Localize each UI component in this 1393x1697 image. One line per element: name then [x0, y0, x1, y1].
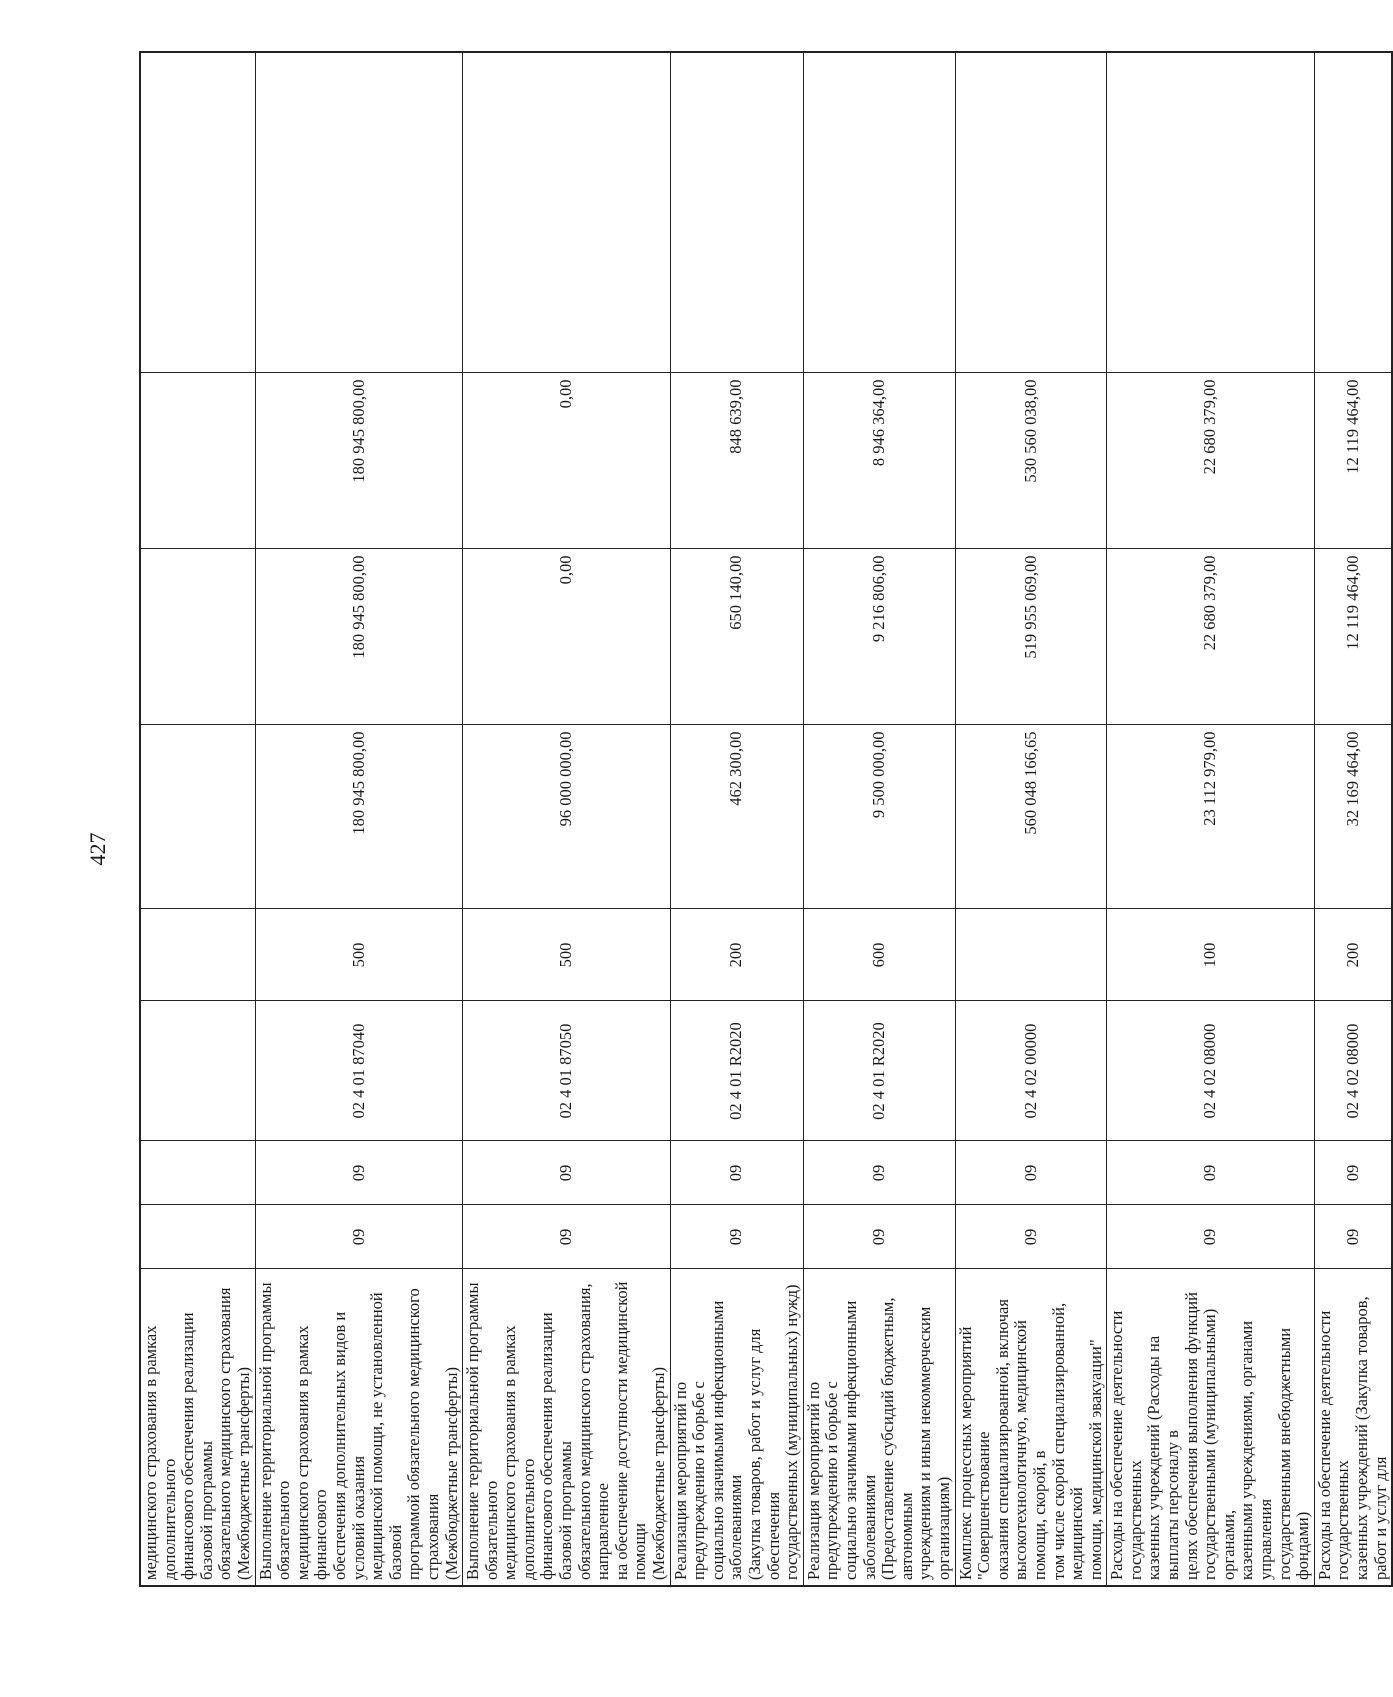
expense-name-cell [670, 1269, 803, 1586]
amount-year3-cell: 180 945 800,00 [255, 373, 463, 549]
expense-name-line: медицинского страхования в рамках финансового [292, 1325, 331, 1580]
table-row [140, 52, 255, 1586]
target-article-cell: 02 4 01 87050 [463, 1001, 671, 1141]
section-code-cell [140, 1141, 255, 1205]
amount-year1-cell: 462 300,00 [670, 725, 803, 909]
target-article-cell: 02 4 01 R2020 [670, 1001, 803, 1141]
target-article-cell: 02 4 02 08000 [1314, 1001, 1392, 1141]
expense-name-line: социально значимыми инфекционными заболеваниями [707, 1300, 746, 1580]
expense-name-line: Реализация мероприятий по предупреждению и борьбе с [670, 1381, 709, 1580]
expense-name-line: медицинской помощи, не установленной базовой [367, 1292, 405, 1580]
expense-name-cell [803, 1269, 955, 1586]
expense-name-cell [1107, 1269, 1315, 1586]
expense-name-line: целях обеспечения выполнения функций [1181, 1292, 1201, 1580]
expense-name-line: том числе скорой специализированной, медицинской [1048, 1302, 1087, 1580]
amount-year1-cell: 96 000 000,00 [463, 725, 671, 909]
expense-name-line: обязательного медицинского страхования [215, 1287, 235, 1580]
expense-type-cell: 500 [255, 909, 463, 1001]
expense-name-line: обеспечения дополнительных видов и условий оказания [329, 1311, 368, 1580]
target-article-cell: 02 4 02 08000 [1107, 1001, 1315, 1141]
expense-name-line: казенных учреждений (Расходы на выплаты персоналу в [1144, 1335, 1183, 1580]
expense-name-line: казенных учреждений (Закупка товаров, работ и услуг для [1352, 1296, 1390, 1580]
empty-cell [255, 52, 463, 373]
amount-year2-cell: 650 140,00 [670, 549, 803, 725]
section-code-cell: 09 [670, 1141, 803, 1205]
expense-name-line: государственными внебюджетными фондами) [1274, 1327, 1313, 1580]
expense-name-cell [463, 1269, 671, 1586]
amount-year3-cell: 848 639,00 [670, 373, 803, 549]
amount-year1-cell [140, 725, 255, 909]
table-body [140, 52, 1392, 1586]
expense-name-line: (Межбюджетные трансферты) [649, 1367, 669, 1580]
section-code-cell: 09 [803, 1141, 955, 1205]
expense-type-cell: 200 [1314, 909, 1392, 1001]
amount-year1-cell: 32 169 464,00 [1314, 725, 1392, 909]
empty-cell [1314, 52, 1392, 373]
target-article-cell: 02 4 01 87040 [255, 1001, 463, 1141]
expense-type-cell: 600 [803, 909, 955, 1001]
amount-year2-cell: 0,00 [463, 549, 671, 725]
amount-year2-cell: 22 680 379,00 [1107, 549, 1315, 725]
empty-cell [670, 52, 803, 373]
expense-name-line: медицинского страхования в рамках дополнительного [141, 1325, 179, 1580]
expense-type-cell [955, 909, 1107, 1001]
amount-year3-cell: 530 560 038,00 [955, 373, 1107, 549]
ministry-code-cell: 09 [463, 1205, 671, 1269]
expense-name-line: программой обязательного медицинского страхования [404, 1288, 442, 1580]
expense-name-cell [955, 1269, 1107, 1586]
expense-name-line: высокотехнологичную, медицинской помощи, скорой, в [1011, 1320, 1049, 1580]
amount-year2-cell: 180 945 800,00 [255, 549, 463, 725]
empty-cell [955, 52, 1107, 373]
expense-name-line: Реализация мероприятий по предупреждению и борьбе с [803, 1381, 842, 1580]
expense-type-cell [140, 909, 255, 1001]
expense-name-line: Комплекс процессных мероприятий "Совершенствование [955, 1326, 994, 1580]
expense-name-cell [140, 1269, 255, 1586]
section-code-cell: 09 [1107, 1141, 1315, 1205]
expense-name-line: на обеспечение доступности медицинской помощи [611, 1281, 650, 1580]
expense-name-line: финансового обеспечения реализации базовой программы [178, 1312, 216, 1580]
amount-year2-cell: 12 119 464,00 [1314, 549, 1392, 725]
section-code-cell: 09 [955, 1141, 1107, 1205]
expense-name-line: оказания специализированной, включая [992, 1299, 1012, 1580]
amount-year2-cell [140, 549, 255, 725]
empty-cell [803, 52, 955, 373]
table-row [803, 52, 955, 1586]
amount-year1-cell: 23 112 979,00 [1107, 725, 1315, 909]
amount-year3-cell [140, 373, 255, 549]
ministry-code-cell: 09 [955, 1205, 1107, 1269]
amount-year1-cell: 9 500 000,00 [803, 725, 955, 909]
ministry-code-cell: 09 [1107, 1205, 1315, 1269]
expense-name-cell [1314, 1269, 1392, 1586]
section-code-cell: 09 [463, 1141, 671, 1205]
expense-name-line: учреждениям и иным некоммерческим организациям) [915, 1306, 953, 1580]
amount-year3-cell: 22 680 379,00 [1107, 373, 1315, 549]
target-article-cell: 02 4 01 R2020 [803, 1001, 955, 1141]
expense-name-line: обязательного медицинского страхования, направленное [574, 1283, 613, 1580]
expense-name-line: государственными (муниципальными) органами, [1200, 1308, 1238, 1580]
budget-table [139, 51, 1393, 1587]
empty-cell [463, 52, 671, 373]
amount-year1-cell: 180 945 800,00 [255, 725, 463, 909]
amount-year2-cell: 9 216 806,00 [803, 549, 955, 725]
expense-name-line: (Межбюджетные трансферты) [441, 1367, 461, 1580]
ministry-code-cell: 09 [1314, 1205, 1392, 1269]
expense-name-line: социально значимыми инфекционными заболеваниями [840, 1300, 879, 1580]
table-row [955, 52, 1107, 1586]
ministry-code-cell: 09 [803, 1205, 955, 1269]
expense-name-cell [255, 1269, 463, 1586]
expense-name-line: (Межбюджетные трансферты) [233, 1367, 253, 1580]
table-row [463, 52, 671, 1586]
ministry-code-cell: 09 [670, 1205, 803, 1269]
amount-year3-cell: 8 946 364,00 [803, 373, 955, 549]
section-code-cell: 09 [1314, 1141, 1392, 1205]
expense-name-line: Расходы на обеспечение деятельности государственных [1314, 1310, 1353, 1580]
table-row [1107, 52, 1315, 1586]
empty-cell [1107, 52, 1315, 373]
target-article-cell: 02 4 02 00000 [955, 1001, 1107, 1141]
page-number: 427 [85, 832, 110, 866]
expense-name-line: помощи, медицинской эвакуации" [1085, 1339, 1105, 1580]
table-container [139, 53, 1390, 1587]
table-row [1314, 52, 1392, 1586]
expense-name-line: финансового обеспечения реализации базовой программы [537, 1312, 576, 1580]
section-code-cell: 09 [255, 1141, 463, 1205]
table-row [255, 52, 463, 1586]
expense-type-cell: 100 [1107, 909, 1315, 1001]
expense-type-cell: 200 [670, 909, 803, 1001]
expense-name-line: (Предоставление субсидий бюджетным, автономным [878, 1297, 916, 1580]
expense-name-line: казенными учреждениями, органами управления [1237, 1320, 1276, 1580]
expense-name-line: Выполнение территориальной программы обязательного [255, 1282, 294, 1580]
amount-year1-cell: 560 048 166,65 [955, 725, 1107, 909]
expense-name-line: Расходы на обеспечение деятельности государственных [1107, 1310, 1145, 1580]
ministry-code-cell: 09 [255, 1205, 463, 1269]
amount-year3-cell: 0,00 [463, 373, 671, 549]
expense-name-line: (Закупка товаров, работ и услуг для обеспечения [745, 1328, 783, 1580]
expense-name-line: государственных (муниципальных) нужд) [782, 1284, 802, 1580]
empty-cell [140, 52, 255, 373]
expense-type-cell: 500 [463, 909, 671, 1001]
amount-year2-cell: 519 955 069,00 [955, 549, 1107, 725]
expense-name-line: Выполнение территориальной программы обязательного [463, 1282, 501, 1580]
ministry-code-cell [140, 1205, 255, 1269]
amount-year3-cell: 12 119 464,00 [1314, 373, 1392, 549]
table-row [670, 52, 803, 1586]
target-article-cell [140, 1001, 255, 1141]
expense-name-line: медицинского страхования в рамках дополнительного [500, 1325, 538, 1580]
